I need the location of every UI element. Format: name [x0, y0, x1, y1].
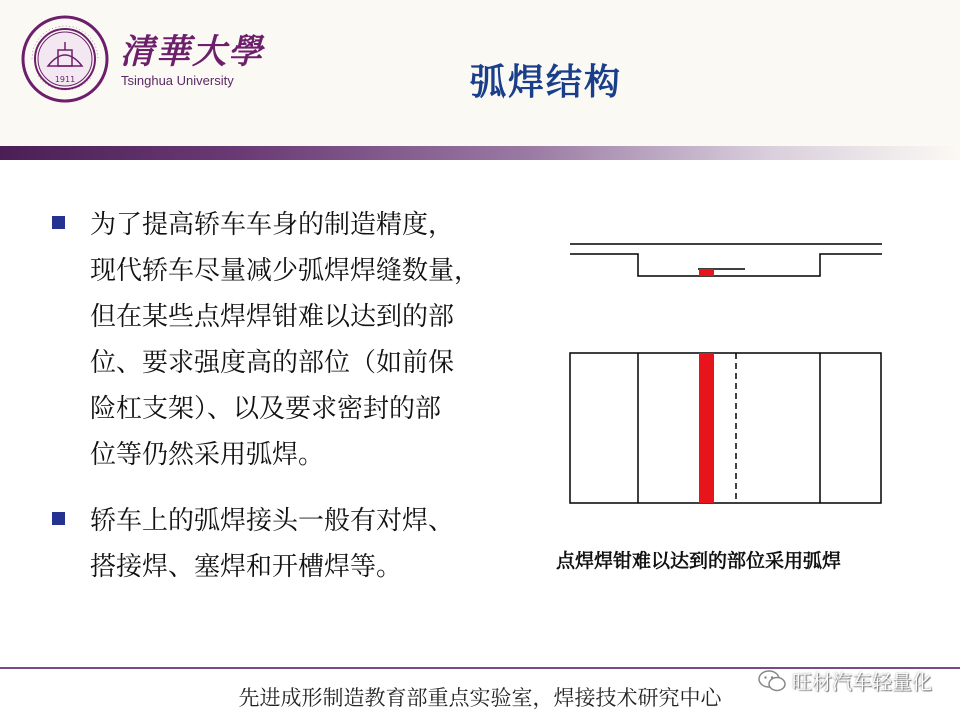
header: [0, 0, 960, 150]
bullet-list: [52, 202, 522, 610]
wechat-icon: [758, 670, 786, 692]
diagram-caption: 点焊焊钳难以达到的部位采用弧焊: [556, 550, 842, 572]
tsinghua-seal-icon: [20, 14, 110, 104]
arc-weld-diagram: [560, 232, 900, 512]
bullet-line: 搭接焊、塞焊和开槽焊等。: [90, 552, 403, 582]
channel-plate-outline: [570, 254, 882, 276]
bullet-line: 轿车上的弧焊接头一般有对焊、: [90, 506, 455, 536]
bullet-square-icon: [52, 216, 65, 229]
top-view-frame: [570, 353, 881, 503]
bullet-text: [90, 498, 522, 590]
watermark-text: 旺材汽车轻量化: [792, 670, 932, 694]
weld-seam-top: [699, 353, 714, 503]
header-divider-bar: [0, 146, 960, 160]
bullet-line: 为了提高轿车车身的制造精度，: [90, 210, 455, 240]
bullet-line: 现代轿车尽量减少弧焊焊缝数量，: [90, 256, 481, 286]
bullet-text: [90, 202, 522, 478]
footer-text: 先进成形制造教育部重点实验室，焊接技术研究中心: [238, 686, 722, 710]
seal-year: 1911: [54, 75, 76, 84]
university-name-en: Tsinghua University: [121, 73, 234, 88]
bullet-line: 但在某些点焊焊钳难以达到的部: [90, 302, 455, 332]
slide-title: 弧焊结构: [470, 62, 623, 103]
bullet-item: [52, 498, 522, 590]
bullet-square-icon: [52, 512, 65, 525]
bullet-item: [52, 202, 522, 478]
weld-bead-side: [699, 269, 714, 276]
bullet-line: 险杠支架）、以及要求密封的部: [90, 394, 442, 424]
bullet-line: 位、要求强度高的部位（如前保: [90, 348, 455, 378]
university-name-cn: 清華大學: [120, 32, 264, 72]
bullet-line: 位等仍然采用弧焊。: [90, 440, 325, 470]
watermark: [758, 666, 932, 695]
